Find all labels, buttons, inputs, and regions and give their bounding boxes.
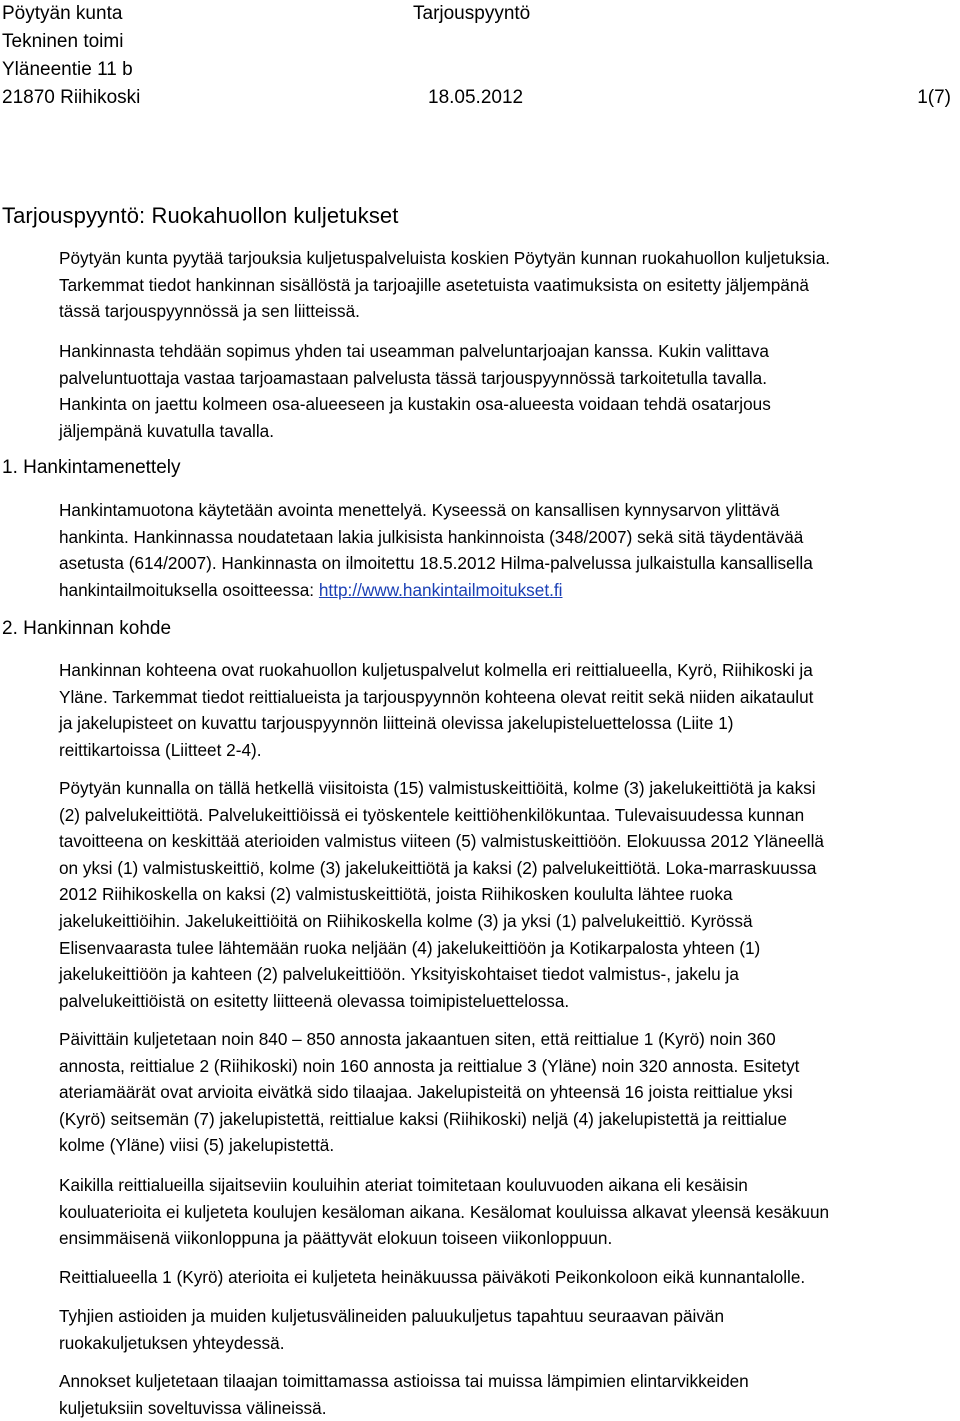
document-date: 18.05.2012 bbox=[428, 87, 524, 108]
text-line: Reittialueella 1 (Kyrö) aterioita ei kuljeteta heinäkuussa päiväkoti Peikonkoloon eikä kunnantalolle. bbox=[59, 1267, 806, 1287]
text-line bbox=[59, 577, 957, 604]
text-line: Hankintamuotona käytetään avointa menettelyä. Kyseessä on kansallisen kynnysarvon ylittävä bbox=[59, 500, 780, 520]
intro-paragraph-2 bbox=[59, 338, 957, 444]
text-line: kolme (Yläne) viisi (5) jakelupistettä. bbox=[59, 1135, 335, 1156]
text-line: palvelukeittiöistä on esitetty liitteenä olevassa toimipisteluettelossa. bbox=[59, 990, 570, 1011]
intro-paragraph-1 bbox=[59, 245, 957, 325]
text-line: Pöytyän kunnalla on tällä hetkellä viisitoista (15) valmistuskeittiöitä, kolme (3) jakelukeittiötä ja kaksi bbox=[59, 778, 816, 798]
text-line: Tyhjien astioiden ja muiden kuljetusvälineiden paluukuljetus tapahtuu seuraavan päivän bbox=[59, 1306, 725, 1326]
text-line: hankinta. Hankinnassa noudatetaan lakia julkisista hankinnoista (348/2007) sekä sitä täydentävää bbox=[59, 526, 804, 547]
sender-org: Pöytyän kunta bbox=[2, 3, 123, 24]
text-line: 2012 Riihikoskella on kaksi (2) valmistuskeittiötä, joista Riihikosken koululta lähtee ruoka bbox=[59, 884, 733, 905]
section-heading-1: 1. Hankintamenettely bbox=[2, 457, 181, 478]
text-line: ja jakelupisteet on kuvattu tarjouspyynnön liitteinä olevissa jakelupisteluettelossa (Liite 1) bbox=[59, 713, 734, 734]
text-line: kouluaterioita ei kuljeteta koulujen kesäloman aikana. Kesälomat kouluissa alkavat yleensä kesäkuun bbox=[59, 1201, 830, 1222]
text-line: on yksi (1) valmistuskeittiö, kolme (3) jakelukeittiötä ja kaksi (2) palvelukeittiötä. Loka-marraskuussa bbox=[59, 857, 817, 878]
text-line: annosta, reittialue 2 (Riihikoski) noin 160 annosta ja reittialue 3 (Yläne) noin 320 annosta. Esitetyt bbox=[59, 1055, 800, 1076]
text-line: tässä tarjouspyynnössä ja sen liitteissä. bbox=[59, 301, 360, 322]
page-number: 1(7) bbox=[917, 87, 951, 108]
text-line: asetusta (614/2007). Hankinnasta on ilmoitettu 18.5.2012 Hilma-palvelussa julkaistulla kansallisella bbox=[59, 553, 813, 574]
text-line: (Kyrö) seitsemän (7) jakelupistettä, reittialue kaksi (Riihikoski) neljä (4) jakelupistettä ja reittialue bbox=[59, 1108, 787, 1129]
text-line: Pöytyän kunta pyytää tarjouksia kuljetuspalveluista koskien Pöytyän kunnan ruokahuollon kuljetuksia. bbox=[59, 248, 831, 268]
text-line: (2) palvelukeittiötä. Palvelukeittiöissä ei työskentele keittiöhenkilökuntaa. Tulevaisuudessa kunnan bbox=[59, 804, 805, 825]
section-2-paragraph-5 bbox=[59, 1264, 957, 1291]
sender-department: Tekninen toimi bbox=[2, 31, 124, 52]
text-line: Kaikilla reittialueilla sijaitseviin kouluihin ateriat toimitetaan kouluvuoden aikana eli kesäisin bbox=[59, 1175, 748, 1195]
text-line: ateriamäärät ovat arvioita eivätkä sido tilaajaa. Jakelupisteitä on yhteensä 16 joista reittialue yksi bbox=[59, 1082, 793, 1103]
text-line: Hankinnasta tehdään sopimus yhden tai useamman palveluntarjoajan kanssa. Kukin valittava bbox=[59, 341, 769, 361]
section-2-paragraph-1 bbox=[59, 657, 957, 763]
text-line: Tarkemmat tiedot hankinnan sisällöstä ja tarjoajille asetetuista vaatimuksista on esitetty jäljempänä bbox=[59, 274, 809, 295]
text-line: Annokset kuljetetaan tilaajan toimittamassa astioissa tai muissa lämpimien elintarvikkeiden bbox=[59, 1371, 749, 1391]
section-heading-2: 2. Hankinnan kohde bbox=[2, 618, 172, 639]
text-line: ruokakuljetuksen yhteydessä. bbox=[59, 1332, 285, 1353]
text-line: reittikartoissa (Liitteet 2-4). bbox=[59, 739, 262, 760]
text-line: Päivittäin kuljetetaan noin 840 – 850 annosta jakaantuen siten, että reittialue 1 (Kyrö) noin 360 bbox=[59, 1029, 776, 1049]
section-1-paragraph bbox=[59, 497, 957, 603]
text-line: Hankinnan kohteena ovat ruokahuollon kuljetuspalvelut kolmella eri reittialueella, Kyrö, Riihikoski ja bbox=[59, 660, 813, 680]
sender-street: Yläneentie 11 b bbox=[2, 59, 133, 80]
text-line: Elisenvaarasta tulee lähtemään ruoka neljään (4) jakelukeittiöön ja Kotikarpalosta yhteen (1) bbox=[59, 937, 761, 958]
text-line: jakelukeittiöön ja kahteen (2) palvelukeittiöön. Yksityiskohtaiset tiedot valmistus-, jakelu ja bbox=[59, 964, 739, 985]
text-line: kuljetuksiin soveltuvissa välineissä. bbox=[59, 1397, 327, 1418]
text-line: jakelukeittiöihin. Jakelukeittiöitä on Riihikoskella kolme (3) ja yksi (1) palvelukeittiö. Kyrössä bbox=[59, 910, 753, 931]
document-type: Tarjouspyyntö bbox=[413, 3, 531, 24]
text-line: Yläne. Tarkemmat tiedot reittialueista ja tarjouspyynnön kohteena olevat reitit sekä niiden aikataulut bbox=[59, 686, 814, 707]
text-line: jäljempänä kuvatulla tavalla. bbox=[59, 420, 274, 441]
document-title: Tarjouspyyntö: Ruokahuollon kuljetukset bbox=[2, 203, 399, 228]
text-line: palveluntuottaja vastaa tarjoamastaan palvelusta tässä tarjouspyynnössä tarkoitetulla tavalla. bbox=[59, 367, 767, 388]
section-2-paragraph-4 bbox=[59, 1172, 957, 1252]
section-2-paragraph-2 bbox=[59, 775, 957, 1014]
link-prefix: hankintailmoituksella osoitteessa: bbox=[59, 579, 319, 600]
sender-postal: 21870 Riihikoski bbox=[2, 87, 141, 108]
text-line: tavoitteena on keskittää aterioiden valmistus viiteen (5) valmistuskeittiöön. Elokuussa 2012 Yläneellä bbox=[59, 831, 824, 852]
text-line: ensimmäisenä viikonloppuna ja päättyvät elokuun toiseen viikonloppuun. bbox=[59, 1228, 613, 1249]
hankintailmoitukset-link[interactable]: http://www.hankintailmoitukset.fi bbox=[318, 579, 563, 600]
section-2-paragraph-6 bbox=[59, 1303, 957, 1356]
section-2-paragraph-7 bbox=[59, 1368, 957, 1421]
text-line: Hankinta on jaettu kolmeen osa-alueeseen ja kustakin osa-alueesta voidaan tehdä osatarjous bbox=[59, 394, 771, 415]
section-2-paragraph-3 bbox=[59, 1026, 957, 1159]
sender-address bbox=[2, 0, 140, 112]
